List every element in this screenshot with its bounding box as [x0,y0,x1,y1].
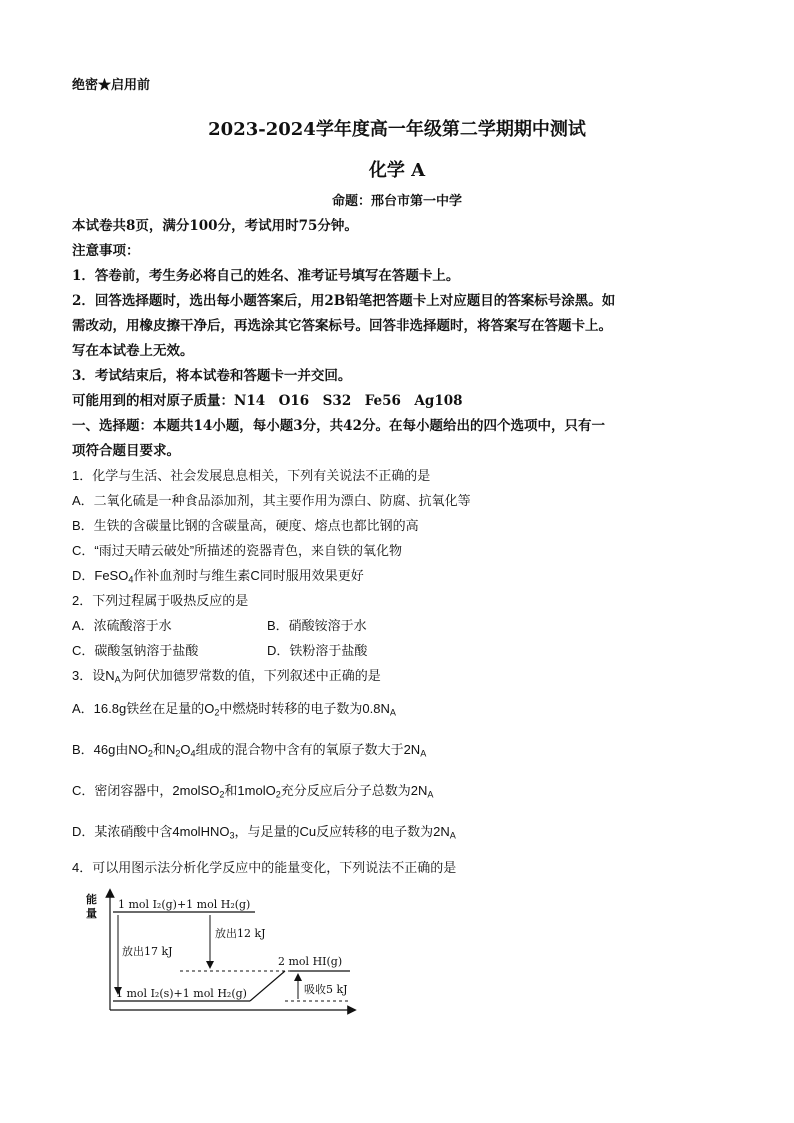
y-axis-label-1: 能 [86,893,97,906]
label-top-level: 1 mol I₂(g)+1 mol H₂(g) [118,898,251,911]
q3-stem: 3．设$N_A$为阿伏加德罗常数的值，下列叙述中正确的是 [72,668,381,685]
slope-line [250,971,285,1001]
q2-option-c: C．碳酸氢钠溶于盐酸 [72,643,199,658]
label-release-12: 放出12 kJ [215,927,266,940]
label-hi-level: 2 mol HI(g) [278,955,343,968]
label-absorb-5: 吸收5 kJ [304,983,348,996]
q3-option-c: C．密闭容器中，2molSO$_2$和1molO$_2$充分反应后分子总数为$2N_A$ [72,783,434,800]
notice-item-2-line-2: 需改动，用橡皮擦干净后，再选涂其它答案标号。回答非选择题时，将答案写在答题卡上。 [72,318,612,334]
notice-item-2-line-1: 2．回答选择题时，选出每小题答案后，用2B铅笔把答题卡上对应题目的答案标号涂黑。如 [72,293,616,309]
section-1-heading-line-2: 项符合题目要求。 [72,443,180,459]
label-bottom-level: 1 mol I₂(s)+1 mol H₂(g) [116,987,247,1000]
q3-option-b: B．46g由$NO_2$和$N_2O_4$组成的混合物中含有的氧原子数大于$2N_A$ [72,742,427,759]
notice-item-1: 1．答卷前，考生务必将自己的姓名、准考证号填写在答题卡上。 [72,268,460,284]
q2-stem: 2．下列过程属于吸热反应的是 [72,593,249,608]
secret-label: 绝密★启用前 [72,78,151,93]
notice-item-2-line-3: 写在本试卷上无效。 [72,343,194,359]
q1-option-c: C．“雨过天晴云破处”所描述的瓷器青色，来自铁的氧化物 [72,543,403,558]
q2-option-b: B．硝酸铵溶于水 [267,618,367,633]
q1-option-a: A．二氧化硫是一种食品添加剂，其主要作用为漂白、防腐、抗氧化等 [72,493,471,508]
section-1-heading-line-1: 一、选择题：本题共14小题，每小题3分，共42分。在每小题给出的四个选项中，只有一 [72,418,605,434]
q4-stem: 4．可以用图示法分析化学反应中的能量变化，下列说法不正确的是 [72,860,457,875]
y-axis-label-2: 量 [86,907,97,920]
notice-heading: 注意事项： [72,243,140,259]
notice-item-3: 3．考试结束后，将本试卷和答题卡一并交回。 [72,368,352,384]
label-release-17: 放出17 kJ [122,945,173,958]
q2-option-d: D．铁粉溶于盐酸 [267,643,368,658]
q1-stem: 1．化学与生活、社会发展息息相关，下列有关说法不正确的是 [72,468,431,483]
intro-text: 本试卷共8页，满分100分，考试用时75分钟。 [72,218,358,234]
q2-option-a: A．浓硫酸溶于水 [72,618,172,633]
exam-subject: 化学 A [368,160,426,181]
atomic-mass-list: 可能用到的相对原子质量：N14 O16 S32 Fe56 Ag108 [72,393,463,409]
exam-author: 命题：邢台市第一中学 [331,194,462,209]
q1-option-b: B．生铁的含碳量比钢的含碳量高，硬度、熔点也都比钢的高 [72,518,419,533]
q3-option-a: A．16.8g铁丝在足量的$O_2$中燃烧时转移的电子数为$0.8N_A$ [72,701,396,718]
exam-title: 2023-2024学年度高一年级第二学期期中测试 [208,119,586,140]
q1-option-d: D．FeSO$_4$作补血剂时与维生素C同时服用效果更好 [72,568,364,585]
q3-option-d: D．某浓硝酸中含4molHNO$_3$，与足量的Cu反应转移的电子数为$2N_A$ [72,824,456,841]
energy-level-diagram [80,885,370,1025]
